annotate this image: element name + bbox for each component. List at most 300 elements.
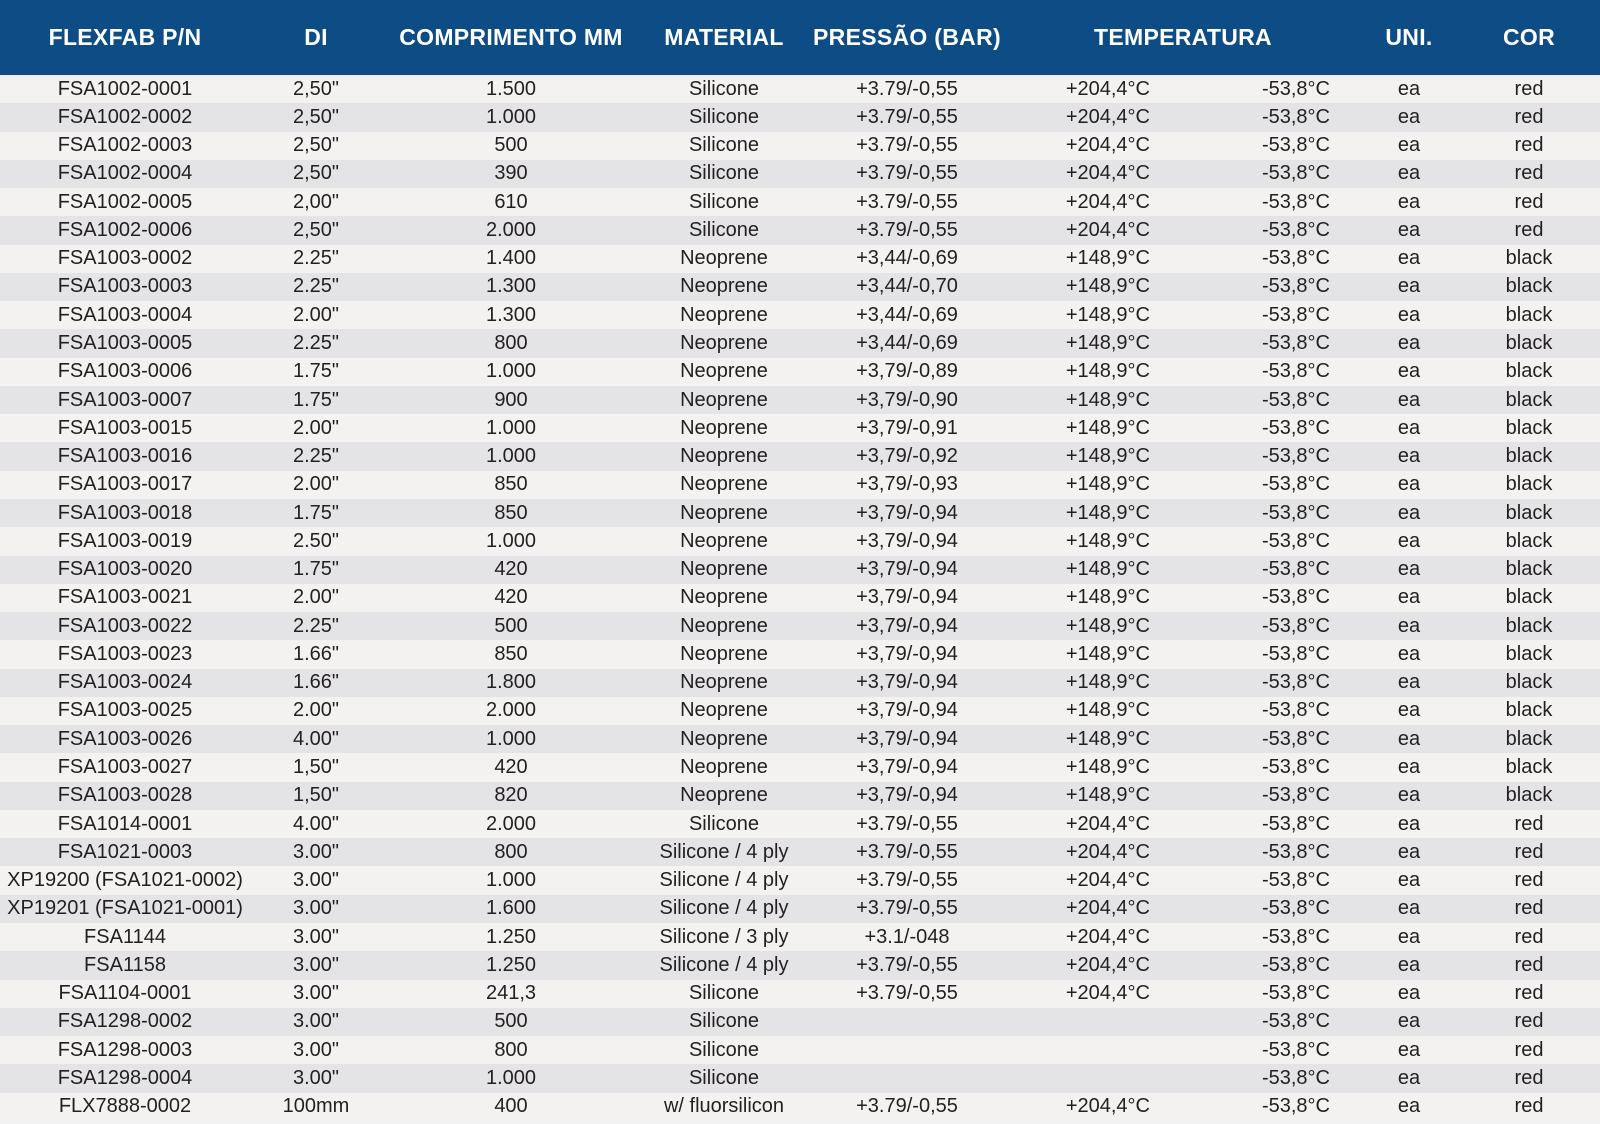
cell-temp-max: +148,9°C bbox=[1065, 671, 1150, 694]
cell-length: 2.000 bbox=[485, 218, 537, 241]
cell-color: red bbox=[1514, 77, 1544, 100]
cell-unit: ea bbox=[1397, 925, 1421, 948]
cell-unit: ea bbox=[1397, 162, 1421, 185]
cell-color: black bbox=[1505, 756, 1553, 778]
cell-part-number: FSA1158 bbox=[84, 953, 166, 976]
cell-unit: ea bbox=[1397, 360, 1421, 383]
cell-unit: ea bbox=[1397, 614, 1421, 637]
cell-color: red bbox=[1514, 105, 1544, 128]
table-row bbox=[0, 1064, 1600, 1092]
cell-part-number: FSA1104-0001 bbox=[58, 982, 192, 1005]
table-row bbox=[0, 725, 1600, 753]
cell-temp-min: -53,8°C bbox=[1261, 982, 1330, 1005]
cell-temp-min: -53,8°C bbox=[1261, 897, 1330, 920]
cell-pressure: +3.79/-0,55 bbox=[856, 840, 958, 863]
cell-unit: ea bbox=[1397, 275, 1421, 298]
cell-pressure: +3,79/-0,91 bbox=[856, 416, 958, 439]
cell-color: red bbox=[1514, 190, 1544, 213]
cell-di: 2.00" bbox=[292, 416, 340, 439]
cell-material: Silicone / 4 ply bbox=[659, 869, 789, 892]
cell-color: red bbox=[1514, 1010, 1544, 1033]
header-unit: UNI. bbox=[1385, 24, 1433, 50]
table-row bbox=[0, 810, 1600, 838]
cell-length: 900 bbox=[494, 388, 528, 411]
cell-material: Neoprene bbox=[680, 275, 768, 298]
cell-part-number: FSA1003-0023 bbox=[57, 642, 193, 665]
cell-length: 2.000 bbox=[485, 699, 537, 722]
cell-unit: ea bbox=[1397, 953, 1421, 976]
cell-length: 850 bbox=[494, 642, 528, 665]
cell-material: Neoprene bbox=[680, 501, 768, 524]
header-color: COR bbox=[1502, 24, 1555, 50]
cell-unit: ea bbox=[1397, 756, 1421, 778]
cell-temp-max: +204,4°C bbox=[1065, 105, 1150, 128]
cell-material: Silicone bbox=[688, 162, 760, 185]
cell-pressure: +3.1/-048 bbox=[864, 925, 950, 948]
cell-temp-min: -53,8°C bbox=[1261, 558, 1330, 581]
cell-di: 2.25" bbox=[292, 247, 340, 270]
table-row bbox=[0, 669, 1600, 697]
cell-temp-max: +148,9°C bbox=[1065, 614, 1150, 637]
cell-length: 420 bbox=[494, 586, 528, 609]
cell-pressure: +3,44/-0,69 bbox=[856, 303, 958, 326]
table-row bbox=[0, 838, 1600, 866]
cell-temp-max: +148,9°C bbox=[1065, 247, 1150, 270]
cell-di: 2.00" bbox=[292, 586, 340, 609]
cell-color: red bbox=[1514, 869, 1544, 892]
cell-material: Neoprene bbox=[680, 671, 768, 694]
cell-color: red bbox=[1514, 925, 1544, 948]
cell-temp-max: +148,9°C bbox=[1065, 360, 1150, 383]
cell-pressure: +3,79/-0,94 bbox=[856, 501, 958, 524]
cell-part-number: FSA1003-0004 bbox=[57, 303, 193, 326]
cell-pressure: +3,79/-0,94 bbox=[856, 614, 958, 637]
cell-color: red bbox=[1514, 1095, 1544, 1118]
cell-length: 850 bbox=[494, 473, 528, 496]
cell-di: 2.25" bbox=[292, 445, 340, 468]
cell-pressure: +3,79/-0,94 bbox=[856, 756, 958, 778]
cell-pressure: +3,79/-0,94 bbox=[856, 642, 958, 665]
table-row bbox=[0, 584, 1600, 612]
cell-unit: ea bbox=[1397, 218, 1421, 241]
table-row bbox=[0, 612, 1600, 640]
cell-unit: ea bbox=[1397, 897, 1421, 920]
cell-temp-min: -53,8°C bbox=[1261, 614, 1330, 637]
cell-material: Neoprene bbox=[680, 303, 768, 326]
cell-pressure: +3,79/-0,94 bbox=[856, 586, 958, 609]
cell-di: 3.00" bbox=[292, 1010, 340, 1033]
cell-material: w/ fluorsilicon bbox=[663, 1095, 785, 1118]
cell-length: 1.400 bbox=[485, 247, 537, 270]
cell-part-number: FSA1003-0019 bbox=[57, 529, 193, 552]
cell-temp-min: -53,8°C bbox=[1261, 1010, 1330, 1033]
cell-length: 420 bbox=[494, 756, 528, 778]
cell-material: Silicone / 3 ply bbox=[659, 925, 789, 948]
cell-material: Neoprene bbox=[680, 586, 768, 609]
cell-temp-min: -53,8°C bbox=[1261, 925, 1330, 948]
cell-pressure: +3.79/-0,55 bbox=[856, 218, 958, 241]
table-body bbox=[0, 75, 1600, 1121]
cell-di: 4.00" bbox=[292, 727, 340, 750]
cell-unit: ea bbox=[1397, 812, 1421, 835]
cell-di: 2,50" bbox=[292, 134, 340, 157]
cell-temp-min: -53,8°C bbox=[1261, 1066, 1330, 1089]
cell-color: red bbox=[1514, 1038, 1544, 1061]
cell-temp-max: +148,9°C bbox=[1065, 699, 1150, 722]
cell-pressure bbox=[808, 1036, 1006, 1064]
cell-part-number: FSA1002-0003 bbox=[57, 134, 193, 157]
cell-di: 2,50" bbox=[292, 105, 340, 128]
cell-unit: ea bbox=[1397, 784, 1421, 807]
table-row bbox=[0, 697, 1600, 725]
cell-part-number: FSA1003-0007 bbox=[57, 388, 193, 411]
cell-di: 3.00" bbox=[292, 1038, 340, 1061]
table-row bbox=[0, 895, 1600, 923]
cell-color: black bbox=[1505, 303, 1553, 326]
cell-part-number: FSA1298-0004 bbox=[57, 1066, 193, 1089]
cell-temp-min: -53,8°C bbox=[1261, 303, 1330, 326]
cell-di: 3.00" bbox=[292, 982, 340, 1005]
cell-length: 800 bbox=[494, 840, 528, 863]
cell-pressure bbox=[808, 1064, 1006, 1092]
cell-di: 1.75" bbox=[292, 501, 340, 524]
cell-temp-min: -53,8°C bbox=[1261, 784, 1330, 807]
cell-length: 1.000 bbox=[485, 445, 537, 468]
table-row bbox=[0, 188, 1600, 216]
cell-temp-min: -53,8°C bbox=[1261, 416, 1330, 439]
cell-temp-max: +148,9°C bbox=[1065, 473, 1150, 496]
cell-temp-max: +204,4°C bbox=[1065, 953, 1150, 976]
cell-pressure: +3,79/-0,93 bbox=[856, 473, 958, 496]
cell-di: 4.00" bbox=[292, 812, 340, 835]
cell-material: Neoprene bbox=[680, 360, 768, 383]
cell-part-number: FSA1003-0026 bbox=[57, 727, 193, 750]
cell-unit: ea bbox=[1397, 529, 1421, 552]
cell-material: Silicone bbox=[688, 77, 760, 100]
cell-pressure: +3.79/-0,55 bbox=[856, 812, 958, 835]
cell-unit: ea bbox=[1397, 332, 1421, 355]
cell-part-number: FSA1002-0001 bbox=[57, 77, 193, 100]
cell-unit: ea bbox=[1397, 1066, 1421, 1089]
cell-part-number: FSA1003-0003 bbox=[57, 275, 193, 298]
header-temperature: TEMPERATURA bbox=[1094, 24, 1272, 50]
cell-temp-max: +148,9°C bbox=[1065, 332, 1150, 355]
cell-di: 1,50" bbox=[292, 756, 340, 778]
cell-temp-min: -53,8°C bbox=[1261, 105, 1330, 128]
cell-temp-max: +204,4°C bbox=[1065, 190, 1150, 213]
cell-temp-max: +148,9°C bbox=[1065, 784, 1150, 807]
cell-temp-max: +204,4°C bbox=[1065, 982, 1150, 1005]
cell-temp-min: -53,8°C bbox=[1261, 247, 1330, 270]
cell-unit: ea bbox=[1397, 727, 1421, 750]
cell-di: 3.00" bbox=[292, 897, 340, 920]
cell-pressure: +3,44/-0,70 bbox=[856, 275, 958, 298]
cell-material: Silicone bbox=[688, 1066, 760, 1089]
table-row bbox=[0, 923, 1600, 951]
cell-pressure: +3.79/-0,55 bbox=[856, 982, 958, 1005]
table-row bbox=[0, 160, 1600, 188]
table-row bbox=[0, 442, 1600, 470]
cell-part-number: FSA1298-0003 bbox=[57, 1038, 193, 1061]
cell-unit: ea bbox=[1397, 699, 1421, 722]
cell-length: 1.250 bbox=[485, 925, 537, 948]
cell-temp-min: -53,8°C bbox=[1261, 586, 1330, 609]
cell-material: Neoprene bbox=[680, 445, 768, 468]
cell-temp-max: +148,9°C bbox=[1065, 727, 1150, 750]
cell-color: red bbox=[1514, 812, 1544, 835]
cell-temp-max: +204,4°C bbox=[1065, 925, 1150, 948]
cell-material: Neoprene bbox=[680, 332, 768, 355]
cell-temp-max: +148,9°C bbox=[1065, 529, 1150, 552]
cell-material: Neoprene bbox=[680, 699, 768, 722]
cell-material: Silicone / 4 ply bbox=[659, 840, 789, 863]
cell-color: black bbox=[1505, 332, 1553, 355]
cell-temp-max: +148,9°C bbox=[1065, 756, 1150, 778]
cell-temp-max: +148,9°C bbox=[1065, 388, 1150, 411]
table-row bbox=[0, 132, 1600, 160]
cell-part-number: FSA1003-0021 bbox=[57, 586, 193, 609]
cell-length: 1.600 bbox=[485, 897, 537, 920]
table-row bbox=[0, 245, 1600, 273]
cell-di: 2.25" bbox=[292, 275, 340, 298]
cell-di: 2,00" bbox=[292, 190, 340, 213]
cell-pressure: +3,79/-0,94 bbox=[856, 558, 958, 581]
cell-pressure: +3,79/-0,90 bbox=[856, 388, 958, 411]
cell-material: Silicone / 4 ply bbox=[659, 897, 789, 920]
cell-temp-max: +148,9°C bbox=[1065, 303, 1150, 326]
cell-pressure: +3.79/-0,55 bbox=[856, 1095, 958, 1118]
table-row bbox=[0, 1036, 1600, 1064]
cell-temp-min: -53,8°C bbox=[1261, 190, 1330, 213]
cell-temp-max bbox=[1006, 1008, 1180, 1036]
cell-temp-min: -53,8°C bbox=[1261, 699, 1330, 722]
cell-color: red bbox=[1514, 840, 1544, 863]
cell-temp-min: -53,8°C bbox=[1261, 218, 1330, 241]
cell-pressure: +3,79/-0,94 bbox=[856, 529, 958, 552]
cell-color: black bbox=[1505, 586, 1553, 609]
cell-unit: ea bbox=[1397, 982, 1421, 1005]
cell-length: 1.500 bbox=[485, 77, 537, 100]
cell-material: Silicone bbox=[688, 982, 760, 1005]
cell-material: Neoprene bbox=[680, 784, 768, 807]
cell-temp-min: -53,8°C bbox=[1261, 812, 1330, 835]
cell-length: 420 bbox=[494, 558, 528, 581]
cell-length: 820 bbox=[494, 784, 528, 807]
cell-material: Neoprene bbox=[680, 416, 768, 439]
table-row bbox=[0, 980, 1600, 1008]
cell-part-number: FSA1002-0006 bbox=[57, 218, 193, 241]
cell-di: 3.00" bbox=[292, 953, 340, 976]
cell-length: 400 bbox=[494, 1095, 528, 1118]
table-row bbox=[0, 471, 1600, 499]
cell-unit: ea bbox=[1397, 1038, 1421, 1061]
cell-pressure: +3,79/-0,94 bbox=[856, 699, 958, 722]
cell-length: 2.000 bbox=[485, 812, 537, 835]
cell-material: Neoprene bbox=[680, 727, 768, 750]
cell-length: 241,3 bbox=[485, 982, 537, 1005]
cell-color: red bbox=[1514, 218, 1544, 241]
cell-temp-max: +204,4°C bbox=[1065, 840, 1150, 863]
cell-length: 1.250 bbox=[485, 953, 537, 976]
header-pn: FLEXFAB P/N bbox=[48, 24, 202, 50]
table-row bbox=[0, 556, 1600, 584]
cell-part-number: FSA1003-0015 bbox=[57, 416, 193, 439]
cell-di: 100mm bbox=[282, 1095, 350, 1118]
cell-unit: ea bbox=[1397, 671, 1421, 694]
cell-color: black bbox=[1505, 473, 1553, 496]
cell-length: 500 bbox=[494, 614, 528, 637]
table-row bbox=[0, 1093, 1600, 1121]
table-row bbox=[0, 527, 1600, 555]
cell-color: black bbox=[1505, 388, 1553, 411]
cell-material: Silicone bbox=[688, 1010, 760, 1033]
cell-temp-min: -53,8°C bbox=[1261, 388, 1330, 411]
cell-material: Neoprene bbox=[680, 642, 768, 665]
cell-temp-min: -53,8°C bbox=[1261, 756, 1330, 778]
cell-color: black bbox=[1505, 558, 1553, 581]
cell-pressure: +3,79/-0,89 bbox=[856, 360, 958, 383]
table-row bbox=[0, 753, 1600, 781]
cell-material: Silicone bbox=[688, 134, 760, 157]
cell-temp-max: +148,9°C bbox=[1065, 642, 1150, 665]
cell-part-number: FSA1003-0017 bbox=[57, 473, 193, 496]
cell-di: 1.66" bbox=[292, 642, 340, 665]
cell-part-number: FSA1002-0004 bbox=[57, 162, 193, 185]
cell-length: 1.000 bbox=[485, 529, 537, 552]
cell-color: black bbox=[1505, 784, 1553, 807]
cell-part-number: FSA1003-0020 bbox=[57, 558, 193, 581]
cell-temp-min: -53,8°C bbox=[1261, 501, 1330, 524]
cell-temp-max bbox=[1006, 1064, 1180, 1092]
table-row bbox=[0, 640, 1600, 668]
cell-temp-max: +204,4°C bbox=[1065, 812, 1150, 835]
cell-part-number: FSA1021-0003 bbox=[57, 840, 193, 863]
cell-temp-min: -53,8°C bbox=[1261, 1095, 1330, 1118]
cell-unit: ea bbox=[1397, 77, 1421, 100]
cell-temp-max: +204,4°C bbox=[1065, 218, 1150, 241]
cell-temp-max: +204,4°C bbox=[1065, 134, 1150, 157]
cell-temp-min: -53,8°C bbox=[1261, 275, 1330, 298]
cell-pressure: +3,44/-0,69 bbox=[856, 247, 958, 270]
cell-temp-min: -53,8°C bbox=[1261, 473, 1330, 496]
cell-pressure: +3,44/-0,69 bbox=[856, 332, 958, 355]
table-row bbox=[0, 329, 1600, 357]
cell-length: 800 bbox=[494, 332, 528, 355]
table-row bbox=[0, 951, 1600, 979]
cell-temp-max: +148,9°C bbox=[1065, 416, 1150, 439]
cell-part-number: FSA1003-0002 bbox=[57, 247, 193, 270]
cell-color: red bbox=[1514, 162, 1544, 185]
cell-length: 1.000 bbox=[485, 416, 537, 439]
cell-pressure: +3,79/-0,94 bbox=[856, 727, 958, 750]
cell-temp-max: +204,4°C bbox=[1065, 869, 1150, 892]
cell-material: Neoprene bbox=[680, 756, 768, 778]
cell-temp-max: +204,4°C bbox=[1065, 897, 1150, 920]
cell-temp-min: -53,8°C bbox=[1261, 953, 1330, 976]
cell-color: black bbox=[1505, 275, 1553, 298]
cell-length: 1.000 bbox=[485, 727, 537, 750]
cell-length: 850 bbox=[494, 501, 528, 524]
cell-unit: ea bbox=[1397, 558, 1421, 581]
cell-length: 1.000 bbox=[485, 105, 537, 128]
cell-length: 500 bbox=[494, 134, 528, 157]
cell-di: 3.00" bbox=[292, 1066, 340, 1089]
cell-temp-min: -53,8°C bbox=[1261, 671, 1330, 694]
cell-unit: ea bbox=[1397, 473, 1421, 496]
cell-unit: ea bbox=[1397, 840, 1421, 863]
cell-material: Silicone bbox=[688, 105, 760, 128]
cell-material: Silicone bbox=[688, 1038, 760, 1061]
cell-pressure: +3.79/-0,55 bbox=[856, 953, 958, 976]
table-row bbox=[0, 1008, 1600, 1036]
cell-unit: ea bbox=[1397, 1010, 1421, 1033]
cell-material: Neoprene bbox=[680, 558, 768, 581]
cell-di: 2.00" bbox=[292, 699, 340, 722]
cell-part-number: FSA1014-0001 bbox=[57, 812, 193, 835]
cell-temp-min: -53,8°C bbox=[1261, 642, 1330, 665]
cell-part-number: FSA1003-0005 bbox=[57, 332, 193, 355]
cell-length: 1.000 bbox=[485, 360, 537, 383]
cell-part-number: FSA1003-0022 bbox=[57, 614, 193, 637]
cell-di: 3.00" bbox=[292, 925, 340, 948]
header-row bbox=[0, 0, 1600, 75]
cell-material: Silicone / 4 ply bbox=[659, 953, 789, 976]
cell-di: 2.00" bbox=[292, 303, 340, 326]
cell-unit: ea bbox=[1397, 105, 1421, 128]
table-row bbox=[0, 866, 1600, 894]
cell-color: red bbox=[1514, 953, 1544, 976]
cell-length: 1.800 bbox=[485, 671, 537, 694]
cell-color: black bbox=[1505, 614, 1553, 637]
cell-di: 1,50" bbox=[292, 784, 340, 807]
cell-temp-min: -53,8°C bbox=[1261, 134, 1330, 157]
header-di: DI bbox=[304, 24, 328, 50]
cell-unit: ea bbox=[1397, 445, 1421, 468]
cell-color: black bbox=[1505, 501, 1553, 524]
cell-unit: ea bbox=[1397, 247, 1421, 270]
cell-pressure bbox=[808, 1008, 1006, 1036]
cell-color: black bbox=[1505, 529, 1553, 552]
cell-unit: ea bbox=[1397, 416, 1421, 439]
header-pressure: PRESSÃO (BAR) bbox=[813, 24, 1001, 50]
cell-temp-min: -53,8°C bbox=[1261, 727, 1330, 750]
cell-color: black bbox=[1505, 699, 1553, 722]
cell-part-number: XP19200 (FSA1021-0002) bbox=[7, 869, 243, 892]
cell-temp-max bbox=[1006, 1036, 1180, 1064]
table-row bbox=[0, 301, 1600, 329]
cell-temp-min: -53,8°C bbox=[1261, 445, 1330, 468]
cell-length: 390 bbox=[494, 162, 528, 185]
cell-color: black bbox=[1505, 642, 1553, 665]
cell-di: 2,50" bbox=[292, 162, 340, 185]
cell-color: black bbox=[1505, 671, 1553, 694]
table-row bbox=[0, 103, 1600, 131]
cell-unit: ea bbox=[1397, 303, 1421, 326]
cell-pressure: +3.79/-0,55 bbox=[856, 897, 958, 920]
cell-unit: ea bbox=[1397, 501, 1421, 524]
cell-pressure: +3.79/-0,55 bbox=[856, 869, 958, 892]
cell-unit: ea bbox=[1397, 586, 1421, 609]
cell-part-number: FSA1003-0024 bbox=[57, 671, 193, 694]
cell-pressure: +3,79/-0,94 bbox=[856, 784, 958, 807]
cell-temp-max: +204,4°C bbox=[1065, 77, 1150, 100]
table-row bbox=[0, 499, 1600, 527]
cell-temp-max: +204,4°C bbox=[1065, 1095, 1150, 1118]
cell-temp-min: -53,8°C bbox=[1261, 360, 1330, 383]
cell-color: red bbox=[1514, 134, 1544, 157]
cell-part-number: FSA1003-0006 bbox=[57, 360, 193, 383]
cell-length: 1.300 bbox=[485, 275, 537, 298]
